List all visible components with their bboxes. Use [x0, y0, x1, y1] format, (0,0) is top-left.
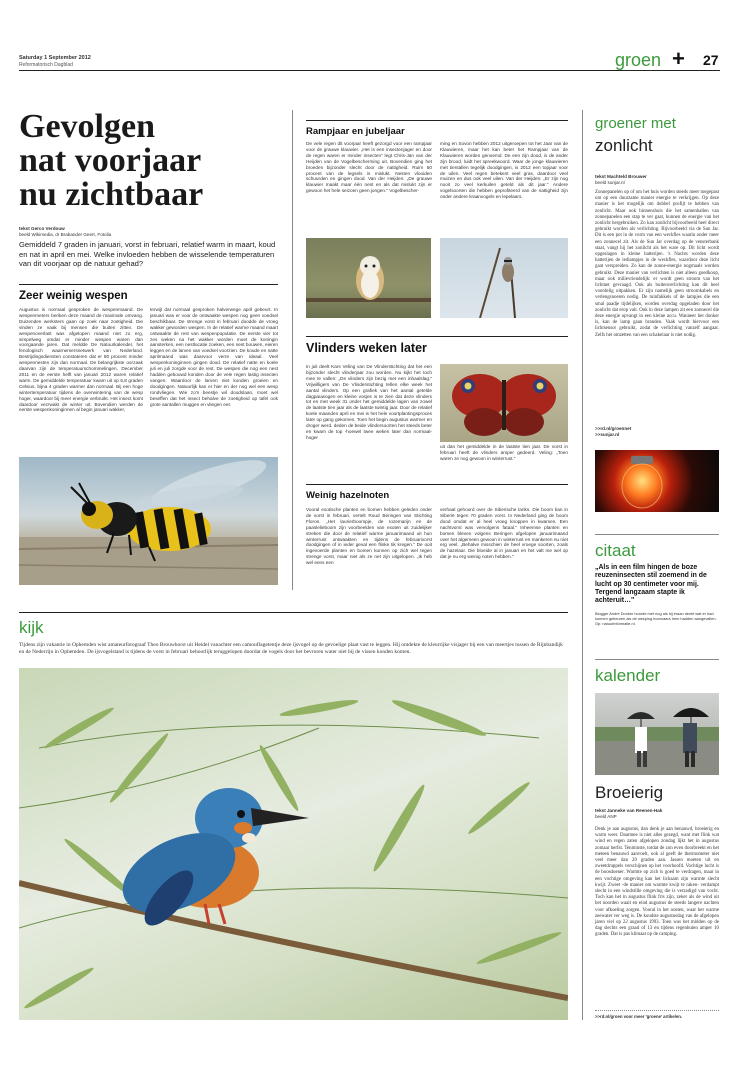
- broeierig-link[interactable]: >>rd.nl/groen voor meer 'groene' artikelen.: [595, 1014, 683, 1019]
- vlinders-col-1: In juli deelt Kars Veling van De Vlinderstichting dat het een bijzonder slecht vlinderjaar zou worden. Nu kijkt het toch mee te vallen: „De vlinders zijn bezig met een inhaalslag." Vrijwilligers van De Vlinderstichting tellen elke week het aantal vlinders. Op een grafiek van het aantal getelde dagpauwogen en kleine vosjes is te zien dat deze vlinders tot en met week 31 onder het gemiddelde lagen van zowel de laatste tien jaar als de laatste twintig jaar. Door de relatief koele maanden april en mei is het hele voortplantingsproces later op gang gekomen. Toen het begin augustus warmer en droger werd, deden de beide vlindersoorten het steeds beter en kwam de top -hoewel twee weken later dan normaal- hoger: [306, 364, 432, 440]
- kalender-rule: [595, 659, 719, 660]
- broeierig-credit-photo: beeld ANP: [595, 814, 617, 819]
- broeierig-credit-text: tekst Janneke van Reenen-Hak: [595, 808, 663, 813]
- wespen-heading: Zeer weinig wespen: [19, 290, 128, 302]
- main-title-line-3: nu zichtbaar: [19, 176, 204, 213]
- zonlicht-credit-text: tekst Machteld Brouwer: [595, 174, 647, 179]
- rampjaar-col-2: ming en Sovon hebben 2012 uitgeroepen tot het Jaar van de Klauwieren, maar het kan beter het Rampjaar van de Klauwieren worden genoemd. De een zijn dood, is de ander zijn brood, luidt het spreekwoord. Waar de jonge klauwieren met tientallen tegelijk doodgingen, is 2012 een topjaar voor de uilen. Veel regen betekent veel gras, daardoor veel muizen en dus ook veel uilen. Van der Heijden: „Er zijn nog nooit zo veel kerkuilen geteld als dit jaar." Andere vogelsoorten die hebben geprofiteerd van de nattigheid zijn onder andere kraanvogels en lepelaars.: [440, 141, 568, 200]
- hazelnoten-col-1: Vooral exotische planten en bomen hebben geleden onder de vorst in februari, vertelt Ruud Beringen van Stichting Floron. „Het laurierboompje, de rozemarijn en de paaslelieboom zijn voorbeelden van exoten uit zuidelijker streken die door de relatief warme januarimaand uit hun winterrust ontwaakten en tijdens de februarivorst doodgingen of in ieder geval een flinke tik kregen." De ooit ingevoerde planten en bomen kunnen op zich wel tegen strenge vorst, maar niet als ze net zijn uitgelopen. „Ik heb wel eens een: [306, 507, 432, 566]
- citaat-rule: [595, 534, 719, 535]
- main-title-line-1: Gevolgen: [19, 108, 155, 145]
- kalender-label: kalender: [595, 666, 661, 685]
- broeierig-rule: [595, 1010, 719, 1011]
- hazelnoten-col-2: verhaal gehoord over de Siberische lariks. Die boom kan in Siberië tegen 70 graden vorst. In Nederland ging de boom dood omdat er al heel vroeg knoppen in kwamen. Een nachtvorst was vervolgens fataal." Inheemse planten en bomen bleven volgens Beringen afgelopen januarimaand over het algemeen gewoon in winterrust en mankeren nu niet erg veel. „Behalve misschien de heel vroege soorten, zoals de hazelaar. Die bloeide al in januari en het valt me wel op dat je nu erg weinig noten hebben.": [440, 507, 568, 560]
- main-credit-text: tekst Gerco Verdouw: [19, 226, 65, 231]
- header-rule: [19, 70, 720, 71]
- wespen-rule: [19, 284, 278, 285]
- zonlicht-link-1[interactable]: >>rd.nl/groennet: [595, 426, 632, 431]
- section-title: groen: [615, 50, 662, 70]
- rampjaar-rule: [306, 120, 568, 121]
- header-date: Saturday 1 September 2012: [19, 55, 91, 61]
- main-credit-photo: beeld Wikimedia, dr Brabander Geert, Fotolia: [19, 232, 112, 237]
- hazelnoten-heading: Weinig hazelnoten: [306, 490, 390, 501]
- citaat-label: citaat: [595, 541, 636, 560]
- kijk-caption: Tijdens zijn vakantie in Ophemden wist amateurfotograaf Theo Brouwhorst uit Heidel vanachter een camouflagetentje deze ijsvogel op de gevoelige plaat vast te leggen. Hij ontdekte de kleurrijke visjager bij een van meertjes tussen de Rijnbandijk en de Nederrijn in Ophemden. De ijsvogelstand is tijdens de vorst in februari behoorlijk teruggelopen doordat de vogels door het bevroren water niet bij de vissen konden komen.: [19, 642, 563, 655]
- column-divider-1: [292, 110, 293, 590]
- column-divider-2: [582, 110, 583, 1020]
- owl-photo: [306, 238, 431, 318]
- main-title: [19, 110, 294, 212]
- plus-icon: +: [672, 46, 685, 71]
- wespen-col-2: terwijl dat normaal gesproken halverwege april gebeurt. In januari was er voor de ontwaakte wespen nog geen voedsel beschikbaar. De strenge vorst in februari doodde de vroeg wakker geworden wespen. In de relatief warme maand maart ontwaakte de rest van wespenpopulatie. De eerste vier tot zes weken na het wakker worden moet de koningin aansterken, een nestlocatie zoeken, een nest bouwen, eieren leggen en de larven van voedsel voorzien. De koude en natte aprilmaand was daarvoor verre van ideaal. Veel wespenkoninginnen gingen dood. De relatief natte en koele juli en juli zorgde voor de rest. De wespen die nog een nest hadden gebouwd konden door de vele regen lastig insecten vangen. Waardoor de larven niet konden groeien en doodgingen. Natuurlijk kan er hier en der nog wel een wesp rondvliegen. Wie zo'n beestje wil doodslaan, moet wel beseffen dat het insect behalve de zoetigheid op tafel ook grote aantallen muggen en vliegen eet.: [150, 307, 278, 407]
- broeierig-body: Denk je aan augustus, dan denk je aan benauwd, broeierig en warm weer. Daarmee is niet alles gezegd, want met flink wat wind en regen zaten afgelopen zondag lijkt het in augustus zomaar herfst. Tenminste, totdat de zon even doorbreekt en het meteen benauwd aanvoelt, ook al geeft de thermometer niet veel meer dan 20 graden aan. Jassen moeten uit en zweetdruppels verschijnen op het voorhoofd. Vochtige lucht is de boosdoener. Warmte op zich is goed te verdragen, maar in een vochtige omgeving kan het lichaam zijn warmte slecht kwijt. Zweet -de manier om warmte kwijt te raken- verdampt slecht in een windstille omgeving die is verzadigd van vocht. Toch kan het in augustus flink fris zijn, zeker als de wind uit het noorden waait en eind augustus de steeds langere nachten voor afkoeling zorgen. Vooral in het oosten, waar het warme zeewater ver weg is. De koudste augustusdag van de afgelopen jaren viel op 22 augustus 1993. Toen was het midden op de dag slechts een graad of 13 en tijdens regenbuien amper 10 graden. Dat is pas klimaat op de camping.: [595, 827, 719, 938]
- vlinders-rule: [306, 336, 568, 337]
- zonlicht-credit-photo: beeld sunjar.nl: [595, 180, 625, 185]
- citaat-source: Blogger André Donker hoorde met nog als hij eraan denkt wat er had kunnen gebeuren als de wesping hoornaars hem hadden aangevallen. Op: natuurinformatie.nl.: [595, 611, 717, 626]
- kingfisher-photo: [19, 668, 568, 1020]
- butterfly-photo: [440, 364, 568, 442]
- zonlicht-body: Zonnepanelen op of om het huis worden steeds meer toegepast om op een duurzame manier energie te verkrijgen. Op deze manier is het mogelijk om dubbel profijt te hebben van zonlicht. Maar ook binnenshuis die het samenhallen van zonnepanelen een stap te ver gaat, kunnen de energie van het zonlicht hergebruiken. Zo kan zonlicht bijvoorbeeld heel direct gebruikt worden als verlichting. Bijvoorbeeld via de Sun Jar. Dit is een pot in de vorm van een weckfles waarin onder meer een zonnecel zit. Als de Sun Jar overdag op de vensterbank staat, vangt hij het zonlicht als het ware op. Dit licht wordt opgeslagen in kleine batterijen. 's Nachts worden deze batterijen de ledlampjes in de weckfles, waardoor deze licht gaat verspreiden. Zo kan de zonne-energie nogmaals worden gebruikt. Deze manier van verlichten is niet alleen goedkoop, maar ook milievriendelijk: er wordt geen stroom van het lichtnet gevraagd. Ook als buitenverlichting kan dit heel voordelig uitpakken. Er zijn namelijk geen stroomkabels en verlengsnoeren nodig. De tuinfakkels of de lampjes die een smal paadje tijdelijken, worden overdag opgeladen door het zonlicht dat erop valt. Ook in deze lampen zit een zonnecel die deze energie opvangt in een kleine accu. Wanneer het donker is, kan de lamp gaan branden. Vaak wordt hiervoor een lichtsensor gebruikt, zodat de verlichting vanzelf aangaat. Zelfs het omzetten van een schakelaar is niet nodig.: [595, 190, 719, 338]
- wasp-photo: [19, 457, 278, 585]
- rampjaar-heading: Rampjaar en jubeljaar: [306, 126, 405, 137]
- citaat-quote: „Als in een film hingen de boze reuzeninsecten stil zoemend in de lucht op 30 centimeter voor mij. Tergend langzaam stapte ik achteruit…": [595, 564, 707, 605]
- kijk-label: kijk: [19, 618, 44, 637]
- kijk-rule: [19, 612, 568, 613]
- page-number: 27: [703, 52, 719, 68]
- groener-label: groener met: [595, 115, 676, 132]
- sunjar-photo: [595, 450, 719, 512]
- header-paper: Reformatorisch Dagblad: [19, 62, 73, 68]
- zonlicht-title: zonlicht: [595, 136, 653, 155]
- vlinders-col-2: uit dan het gemiddelde in de laatste tien jaar. De vorst in februari heeft de vlinders amper gedeerd. Veling: „Toen waren ze nog gewoon in winterrust.": [440, 444, 568, 461]
- main-title-line-2: nat voorjaar: [19, 142, 202, 179]
- umbrella-photo: [595, 693, 719, 775]
- rampjaar-col-1: De vele regen dit voorjaar heeft gezorgd voor een rampjaar voor de grauwe klauwier. „Het is een insectenjager en door de regen waren er minder insecten" legt Chris-Jan van der Heijden van de Vogelbescherming uit. Bovendien ging het broeden bijzonder slecht door de nattigheid. Ruim 50 procent van de legsels is mislukt. Nesten vlooiden schuurden en gingen dood. Van der Heijden: „De grauwe klauwier maakt maar één nest en als dat mislukt zijn er gewoon het hele seizoen geen jongen." Vogelbescher-: [306, 141, 432, 194]
- vlinders-heading: Vlinders weken later: [306, 341, 427, 355]
- main-lead: Gemiddeld 7 graden in januari, vorst in februari, relatief warm in maart, koud en nat in april en mei. Welke invloeden hebben de wisselende temperaturen van dit voorjaar op de natuur gehad?: [19, 240, 276, 269]
- wespen-col-1: Augustus is normaal gesproken de wespenmaand. De wespenmeters beriken deze maand de maximale omvang. Duizenden werksters gaan op zoek naar zoetigheid. Die vinden ze vaak bij mensen die buiten zitten. De wespenoverlast was afgelopen maand niet zo erg, simpelweg omdat er minder wespen waren dan voorgaande jaren. Dat meldde De Natuurkalender, het fenologisch waarnemersnetwerk van Nederland. Bestrijdingsdiensten constateren dat er 80 procent minder wespennesten zijn dan normaal. De belangrijkste oorzaak daarvan zijn de temperatuurschommelingen. December 2011 en de eerste helft van januari 2012 waren relatief warm. De gemiddelde temperatuur kwam uit op 6,8 graden Celsius, bijna 4 graden warmer dan normaal. Bij een hoge wintertemperatuur tijdens de overwintering van de wesp hoger, waardoor bij meer energie verbruikt. Het insect komt daardoor verzwakt de winter uit. Bovendien werden de eerste wespenkoninginnen al begin januari wakker,: [19, 307, 143, 413]
- hazelnoten-rule: [306, 484, 568, 485]
- zonlicht-link-2[interactable]: >>sunjar.nl: [595, 432, 620, 437]
- broeierig-title: Broeierig: [595, 783, 664, 802]
- shrike-photo: [440, 238, 568, 318]
